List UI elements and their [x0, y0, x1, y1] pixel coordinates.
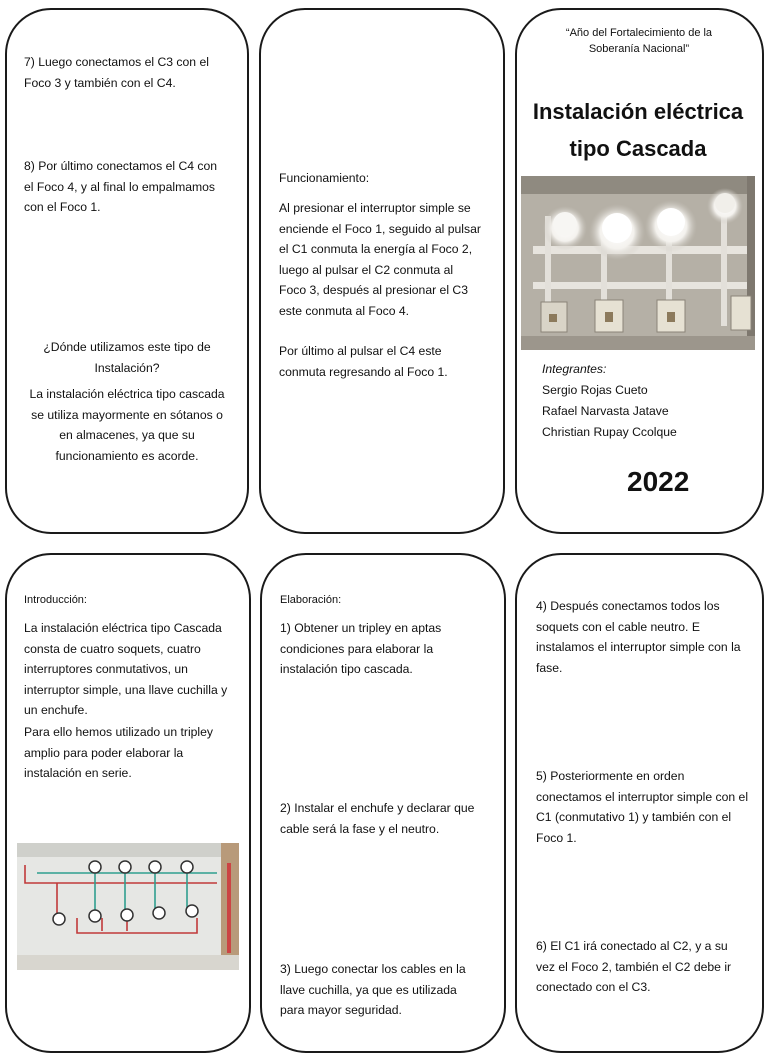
installation-photo: [521, 176, 755, 350]
elaboration-step-3: 3) Luego conectar los cables en la llave cuchilla, ya que es utilizada para mayor seguridad.: [280, 962, 466, 1017]
operation-paragraph-1: Al presionar el interruptor simple se enciende el Foco 1, seguido al pulsar el C1 conmuta la energía al Foco 2, luego al pulsar el C2 conmuta al Foco 3, después al presionar el C3 este conmuta al Foco 4.: [279, 201, 481, 318]
elaboration-step-5: 5) Posteriormente en orden conectamos el interruptor simple con el C1 (conmutativo 1) y también con el Foco 1.: [536, 769, 749, 845]
elaboration-step-2: 2) Instalar el enchufe y declarar que cable será la fase y el neutro.: [280, 801, 475, 836]
member-1: Sergio Rojas Cueto: [542, 383, 648, 397]
cover-title-line-2: tipo Cascada: [569, 136, 707, 161]
member-3: Christian Rupay Ccolque: [542, 425, 677, 439]
usage-question: ¿Dónde utilizamos este tipo de Instalación?: [43, 340, 211, 375]
year-motto: “Año del Fortalecimiento de la Soberanía Nacional”: [565, 27, 713, 55]
member-2: Rafael Narvasta Jatave: [542, 404, 669, 418]
operation-heading: Funcionamiento:: [279, 171, 370, 185]
intro-paragraph-1: La instalación eléctrica tipo Cascada consta de cuatro soquets, cuatro interruptores conmutativos, un interruptor simple, una llave cuchilla y un enchufe.: [24, 621, 228, 717]
elaboration-step-1: 1) Obtener un tripley en aptas condiciones para elaborar la instalación tipo cascada.: [280, 621, 442, 676]
wiring-diagram-photo: [17, 843, 239, 970]
step-8-text: 8) Por último conectamos el C4 con el Foco 4, y al final lo empalmamos con el Foco 1.: [24, 159, 218, 214]
step-7-text: 7) Luego conectamos el C3 con el Foco 3 y también con el C4.: [24, 55, 209, 90]
cover-year: 2022: [627, 466, 690, 497]
elaboration-step-4: 4) Después conectamos todos los soquets con el cable neutro. E instalamos el interruptor simple con la fase.: [536, 599, 741, 675]
intro-paragraph-2: Para ello hemos utilizado un tripley amplio para poder elaborar la instalación en serie.: [24, 725, 214, 780]
cover-title-line-1: Instalación eléctrica: [532, 99, 744, 124]
usage-answer: La instalación eléctrica tipo cascada se utiliza mayormente en sótanos o en almacenes, ya que su funcionamiento es acorde.: [29, 387, 225, 463]
operation-paragraph-2: Por último al pulsar el C4 este conmuta regresando al Foco 1.: [279, 344, 448, 379]
intro-heading: Introducción:: [24, 594, 87, 606]
members-label: Integrantes:: [542, 362, 607, 376]
elaboration-step-6: 6) El C1 irá conectado al C2, y a su vez el Foco 2, también el C2 debe ir conectado con el C3.: [536, 939, 732, 994]
elaboration-heading: Elaboración:: [280, 594, 342, 606]
